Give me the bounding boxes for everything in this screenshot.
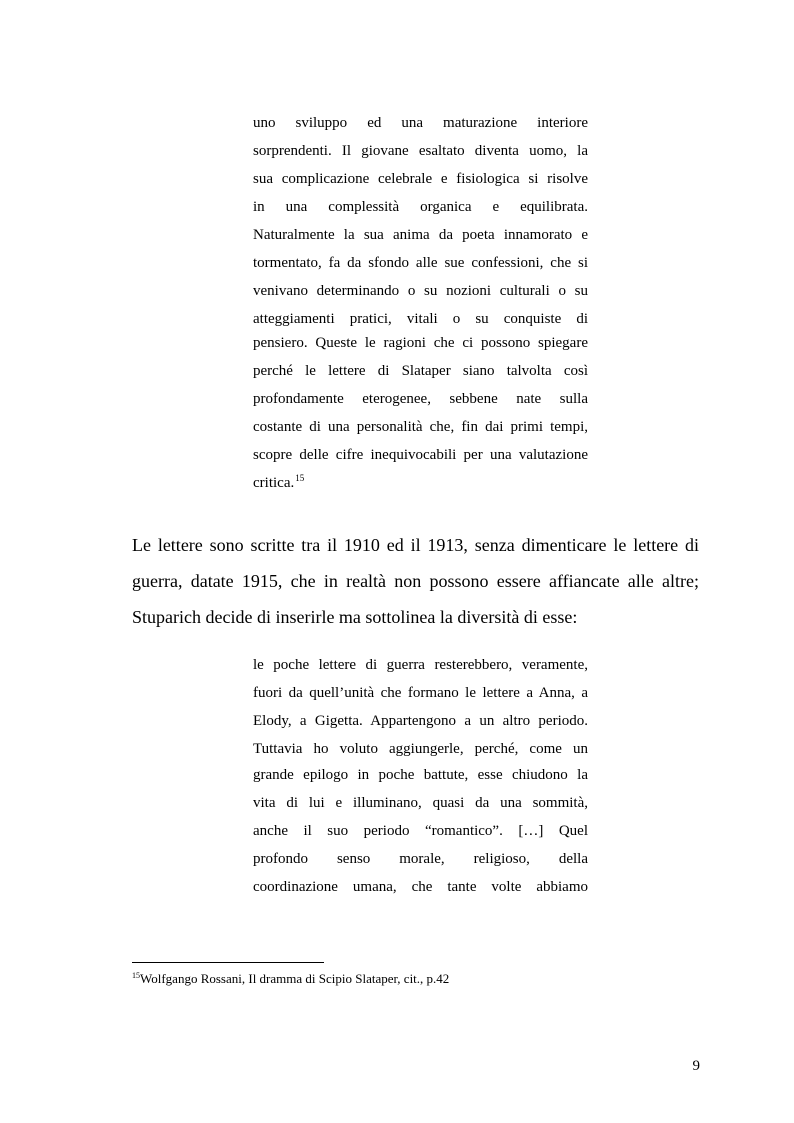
quote-line: atteggiamenti pratici, vitali o su conquiste di bbox=[253, 311, 588, 327]
quote-line: scopre delle cifre inequivocabili per una valutazione bbox=[253, 447, 588, 463]
quote-line: grande epilogo in poche battute, esse chiudono la bbox=[253, 767, 588, 783]
quote-line: in una complessità organica e equilibrata. bbox=[253, 199, 588, 215]
quote-line: le poche lettere di guerra resterebbero, veramente, bbox=[253, 657, 588, 673]
quote-line: Tuttavia ho voluto aggiungerle, perché, come un bbox=[253, 741, 588, 757]
quote-text: critica. bbox=[253, 475, 295, 491]
page-number: 9 bbox=[692, 1058, 700, 1074]
quote-line: anche il suo periodo “romantico”. […] Quel bbox=[253, 823, 588, 839]
quote-line: profondamente eterogenee, sebbene nate sulla bbox=[253, 391, 588, 407]
quote-line: Elody, a Gigetta. Appartengono a un altro periodo. bbox=[253, 713, 588, 729]
quote-line: tormentato, fa da sfondo alle sue confessioni, che si bbox=[253, 255, 588, 271]
quote-line: pensiero. Queste le ragioni che ci possono spiegare bbox=[253, 335, 588, 351]
quote-line: vita di lui e illuminano, quasi da una sommità, bbox=[253, 795, 588, 811]
body-line: guerra, datate 1915, che in realtà non possono essere affiancate alle altre; bbox=[132, 571, 699, 591]
body-line: Stuparich decide di inserirle ma sottolinea la diversità di esse: bbox=[132, 607, 578, 627]
footnote-separator bbox=[132, 962, 324, 963]
footnote bbox=[132, 970, 449, 988]
footnote-text: Wolfgango Rossani, Il dramma di Scipio Slataper, cit., p.42 bbox=[140, 971, 450, 986]
footnote-number: 15 bbox=[132, 971, 140, 980]
quote-line: perché le lettere di Slataper siano talvolta così bbox=[253, 363, 588, 379]
quote-line: coordinazione umana, che tante volte abbiamo bbox=[253, 879, 588, 895]
quote-line: sorprendenti. Il giovane esaltato diventa uomo, la bbox=[253, 143, 588, 159]
footnote-reference: 15 bbox=[295, 473, 305, 483]
quote-line-last bbox=[253, 473, 588, 493]
quote-line: fuori da quell’unità che formano le lettere a Anna, a bbox=[253, 685, 588, 701]
quote-line: uno sviluppo ed una maturazione interiore bbox=[253, 115, 588, 131]
quote-line: costante di una personalità che, fin dai primi tempi, bbox=[253, 419, 588, 435]
body-line: Le lettere sono scritte tra il 1910 ed il 1913, senza dimenticare le lettere di bbox=[132, 535, 699, 555]
quote-line: sua complicazione celebrale e fisiologica si risolve bbox=[253, 171, 588, 187]
quote-line: Naturalmente la sua anima da poeta innamorato e bbox=[253, 227, 588, 243]
quote-line: profondo senso morale, religioso, della bbox=[253, 851, 588, 867]
quote-line: venivano determinando o su nozioni culturali o su bbox=[253, 283, 588, 299]
